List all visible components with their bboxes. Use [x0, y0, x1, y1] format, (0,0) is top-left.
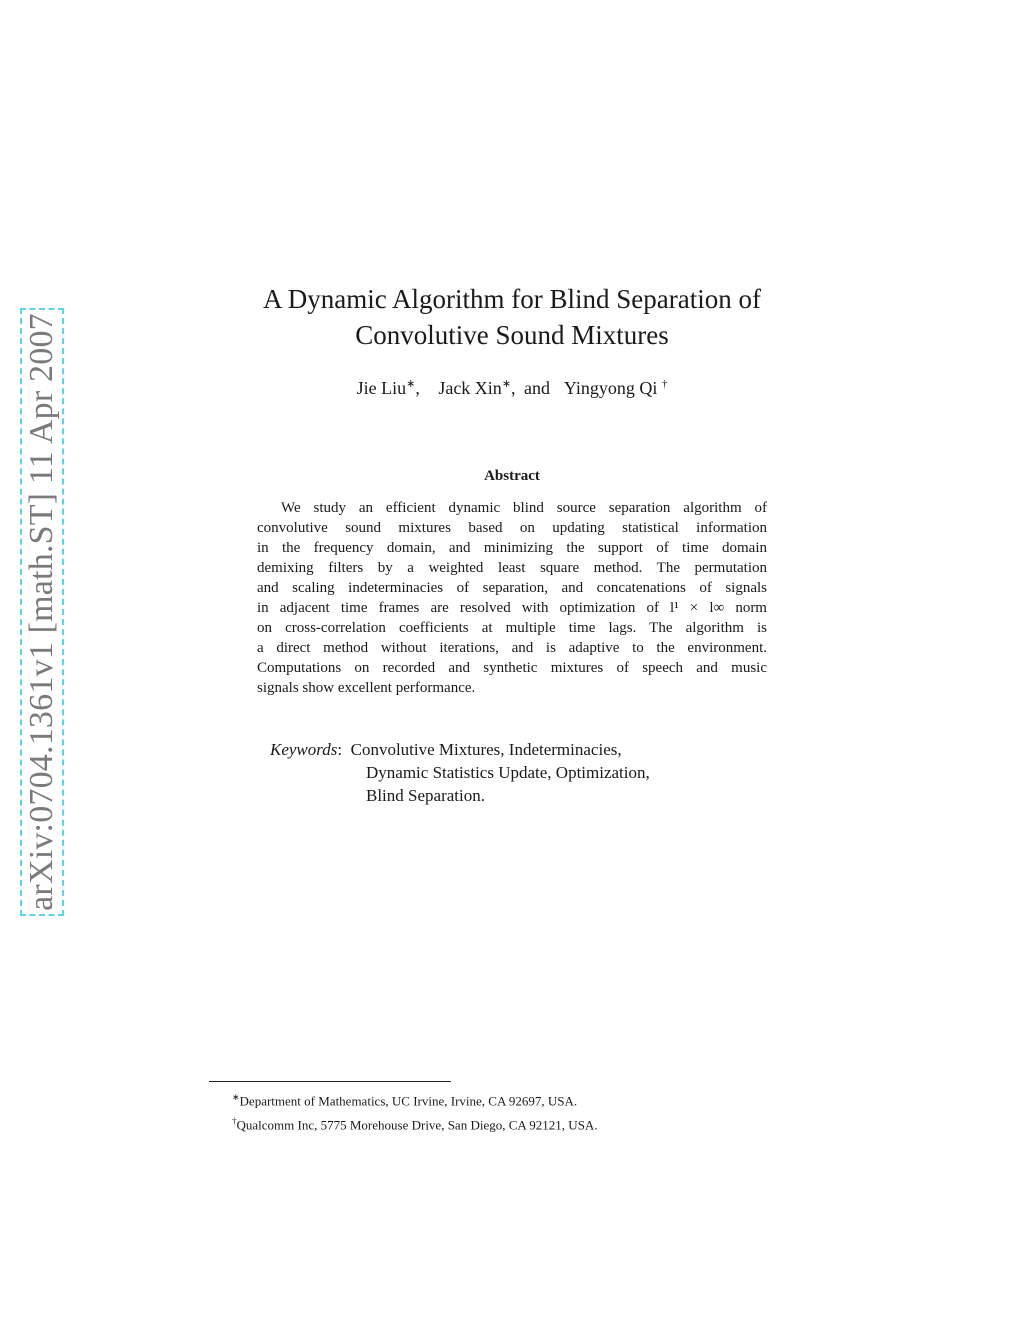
keyword-line: Convolutive Mixtures, Indeterminacies, — [350, 740, 622, 759]
abstract-heading: Abstract — [484, 468, 540, 484]
author-mark: ∗ — [406, 378, 416, 390]
footnotes — [232, 1087, 752, 1136]
abstract-line: and scaling indeterminacies of separation, and concatenations of signals — [257, 580, 767, 596]
abstract-line: We study an efficient dynamic blind source separation algorithm of — [281, 500, 767, 516]
norm-symbol: l¹ × l∞ — [670, 600, 725, 616]
footnote-text: Qualcomm Inc, 5775 Morehouse Drive, San Diego, CA 92121, USA. — [236, 1117, 598, 1133]
author-conjunction: and — [524, 378, 551, 398]
abstract-line: a direct method without iterations, and is adaptive to the environment. — [257, 640, 767, 656]
footnote-mark: ∗ — [232, 1092, 240, 1102]
footnote-rule — [209, 1081, 451, 1082]
norm-word: norm — [735, 600, 767, 616]
footnote-mark: † — [232, 1116, 237, 1127]
author-name: Jie Liu — [356, 378, 407, 398]
arxiv-stamp-text: arXiv:0704.1361v1 [math.ST] 11 Apr 2007 — [23, 313, 60, 911]
author-name: Yingyong Qi — [563, 378, 658, 398]
abstract-line: in adjacent time frames are resolved with optimization of — [257, 600, 659, 616]
author-mark: ∗ — [501, 378, 512, 390]
author-name: Jack Xin — [438, 378, 502, 398]
abstract-body — [257, 498, 767, 698]
title-line-1: A Dynamic Algorithm for Blind Separation of — [263, 284, 761, 314]
keywords-label: Keywords — [270, 740, 338, 759]
abstract-line: demixing filters by a weighted least square method. The permutation — [257, 560, 767, 576]
abstract-line: Computations on recorded and synthetic mixtures of speech and music — [257, 660, 767, 676]
abstract-line-with-norm — [257, 598, 767, 618]
abstract-line: in the frequency domain, and minimizing the support of time domain — [257, 540, 767, 556]
footnote-text: Department of Mathematics, UC Irvine, Irvine, CA 92697, USA. — [239, 1093, 578, 1109]
abstract-line: on cross-correlation coefficients at multiple time lags. The algorithm is — [257, 620, 767, 636]
footnote — [232, 1087, 752, 1111]
abstract-line: signals show excellent performance. — [257, 680, 476, 696]
footnote — [232, 1111, 752, 1135]
keyword-line: Dynamic Statistics Update, Optimization, — [366, 763, 650, 782]
keywords-block: Keywords: Convolutive Mixtures, Indeterminacies, Dynamic Statistics Update, Optimization, Blind Separation. — [270, 738, 750, 807]
author-list: Jie Liu∗, Jack Xin∗, and Yingyong Qi † — [356, 378, 668, 398]
title-line-2: Convolutive Sound Mixtures — [355, 320, 669, 350]
paper-title — [200, 281, 824, 353]
abstract-line: convolutive sound mixtures based on updating statistical information — [257, 520, 767, 536]
keyword-line: Blind Separation. — [366, 786, 485, 805]
author-mark: † — [661, 378, 668, 390]
